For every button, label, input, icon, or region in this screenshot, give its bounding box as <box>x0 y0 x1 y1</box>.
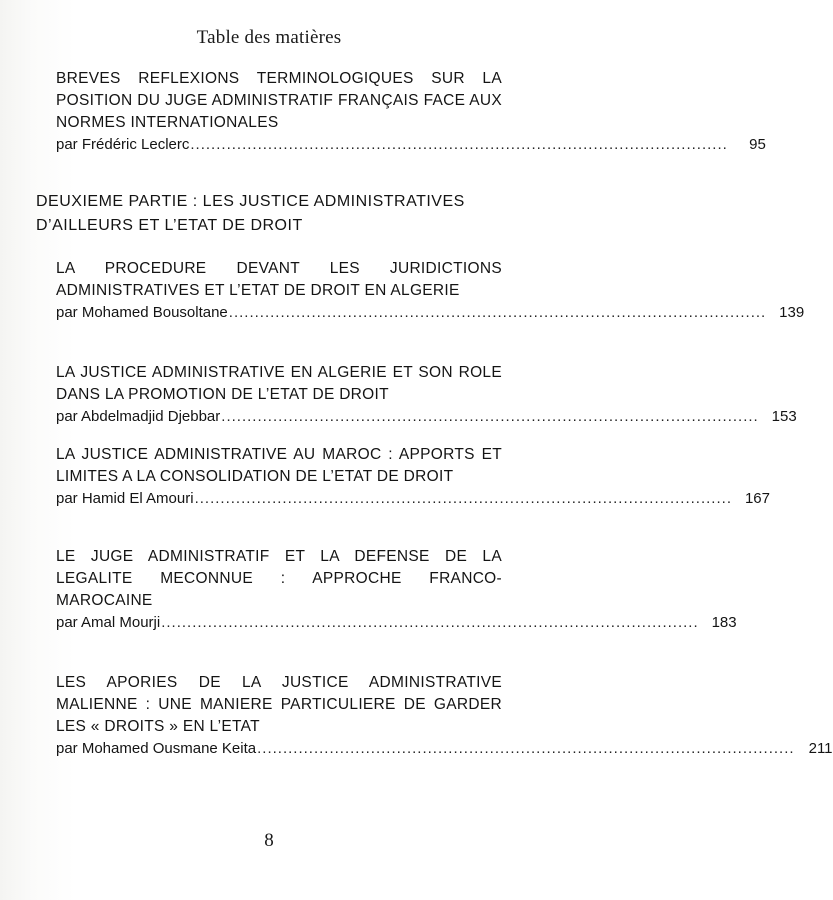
toc-entry-title: LA PROCEDURE DEVANT LES JURIDICTIONS ADMINISTRATIVES ET L’ETAT DE DROIT EN ALGERIE <box>56 260 502 299</box>
toc-entry-page-number: 139 <box>779 304 805 321</box>
dot-leader: ........................................................................................................ <box>161 614 699 631</box>
toc-entry-author-line <box>56 134 766 156</box>
toc-entry-page-number: 183 <box>711 614 737 631</box>
toc-entry-title: LES APORIES DE LA JUSTICE ADMINISTRATIVE MALIENNE : UNE MANIERE PARTICULIERE DE GARDER LES « DROITS » EN L’ETAT <box>56 674 502 735</box>
toc-entry-author-line <box>56 612 737 634</box>
dot-leader: ........................................................................................................ <box>190 136 728 153</box>
page-folio: 8 <box>264 830 274 851</box>
toc-entry-page-number: 153 <box>771 408 797 425</box>
toc-entry-page-number: 167 <box>744 490 770 507</box>
dot-leader: ........................................................................................................ <box>194 490 732 507</box>
part-heading: DEUXIEME PARTIE : LES JUSTICE ADMINISTRATIVES D’AILLEURS ET L’ETAT DE DROIT <box>36 193 465 234</box>
toc-entry <box>56 672 833 760</box>
toc-entry-author: par Mohamed Ousmane Keita <box>56 740 257 757</box>
toc-entry <box>56 444 770 510</box>
dot-leader: ........................................................................................................ <box>221 408 759 425</box>
toc-entry-author-line <box>56 302 805 324</box>
running-head: Table des matières <box>196 27 342 48</box>
toc-entry <box>56 258 805 324</box>
toc-entry-title: LA JUSTICE ADMINISTRATIVE EN ALGERIE ET SON ROLE DANS LA PROMOTION DE L’ETAT DE DROIT <box>56 364 502 403</box>
dot-leader: ........................................................................................................ <box>228 304 767 321</box>
toc-entry-page-number: 211 <box>808 740 833 757</box>
toc-entry-author: par Mohamed Bousoltane <box>56 304 228 321</box>
toc-entry-title: LE JUGE ADMINISTRATIF ET LA DEFENSE DE LA LEGALITE MECONNUE : APPROCHE FRANCO-MAROCAINE <box>56 548 502 609</box>
toc-entry-author: par Abdelmadjid Djebbar <box>56 408 221 425</box>
toc-entry-page-number: 95 <box>749 136 766 153</box>
toc-entry-author-line <box>56 488 770 510</box>
toc-entry-author: par Hamid El Amouri <box>56 490 194 507</box>
toc-entry-author-line <box>56 406 797 428</box>
toc-entry-title: LA JUSTICE ADMINISTRATIVE AU MAROC : APPORTS ET LIMITES A LA CONSOLIDATION DE L’ETAT DE DROIT <box>56 446 502 485</box>
toc-entry-author-line <box>56 738 833 760</box>
toc-entry-title: BREVES REFLEXIONS TERMINOLOGIQUES SUR LA POSITION DU JUGE ADMINISTRATIF FRANÇAIS FACE AUX NORMES INTERNATIONALES <box>56 70 502 131</box>
toc-entry <box>56 546 737 634</box>
toc-entry <box>56 68 766 156</box>
toc-entry-author: par Amal Mourji <box>56 614 161 631</box>
dot-leader: ........................................................................................................ <box>257 740 795 757</box>
toc-entry-author: par Frédéric Leclerc <box>56 136 190 153</box>
toc-entry <box>56 362 797 428</box>
